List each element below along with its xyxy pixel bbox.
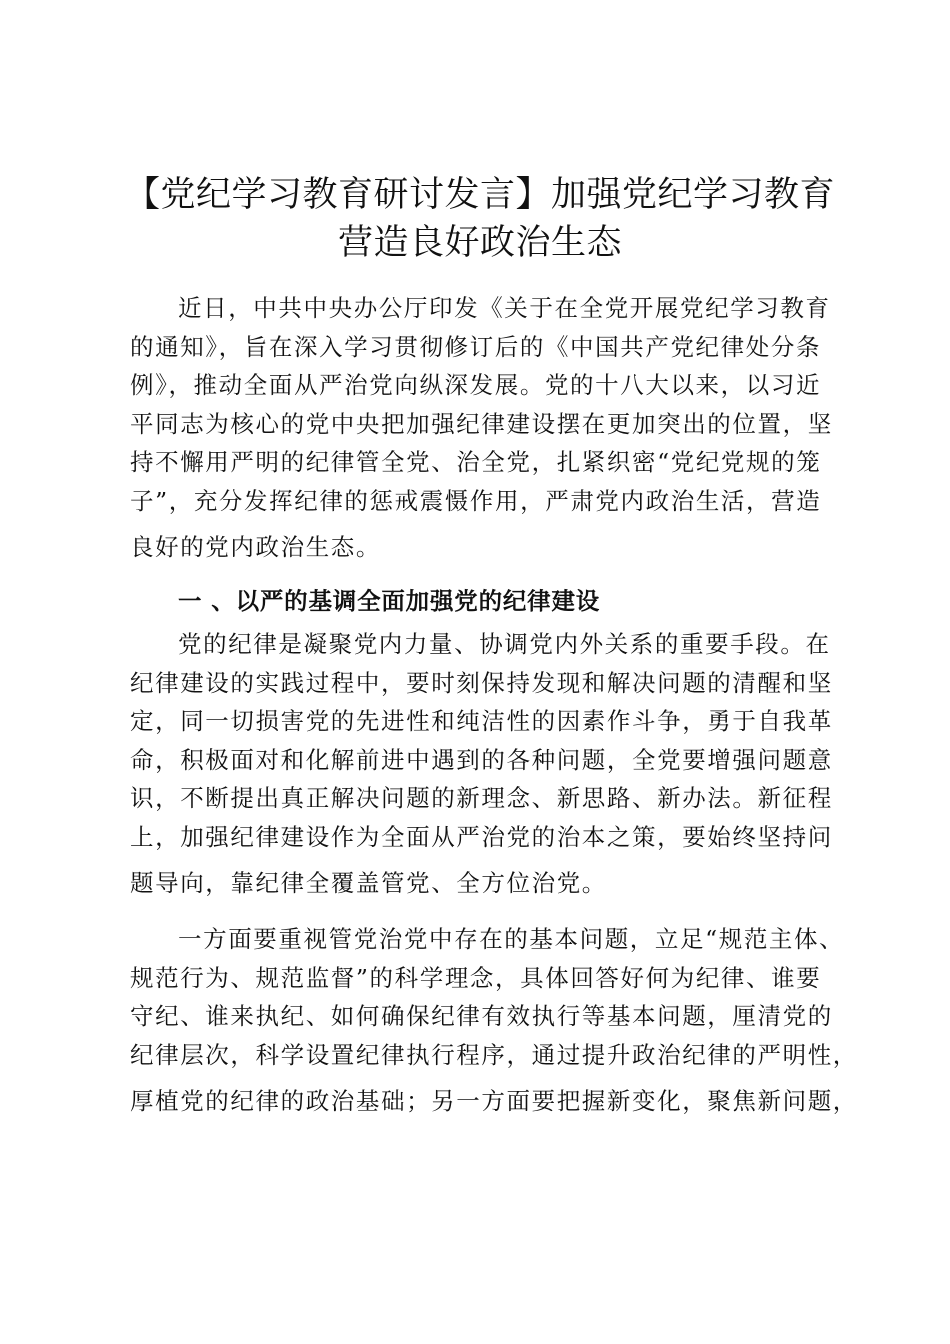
paragraph-discipline (130, 625, 834, 903)
paragraph-line: 题导向，靠纪律全覆盖管党、全方位治党。 (130, 869, 607, 897)
paragraph-line: 例》，推动全面从严治党向纵深发展。党的十八大以来，以习近 (130, 371, 822, 399)
paragraph-line: 命，积极面对和化解前进中遇到的各种问题，全党要增强问题意 (130, 745, 833, 774)
paragraph-line: 厚植党的纪律的政治基础；另一方面要把握新变化，聚焦新问题， (130, 1087, 858, 1115)
section-heading: 一 、以严的基调全面加强党的纪律建设 (178, 587, 601, 615)
title-line-2: 营造良好政治生态 (337, 223, 622, 263)
paragraph-line: 上，加强纪律建设作为全面从严治党的治本之策，要始终坚持问 (130, 822, 833, 851)
paragraph-line: 纪律建设的实践过程中，要时刻保持发现和解决问题的清醒和坚 (130, 668, 833, 697)
paragraph-problems (130, 920, 858, 1121)
paragraph-line: 近日，中共中央办公厅印发《关于在全党开展党纪学习教育 (178, 294, 831, 322)
paragraph-line: 良好的党内政治生态。 (130, 533, 381, 561)
paragraph-line: 子”，充分发挥纪律的惩戒震慑作用，严肃党内政治生活，营造 (130, 486, 822, 515)
paragraph-line: 定，同一切损害党的先进性和纯洁性的因素作斗争，勇于自我革 (130, 707, 833, 735)
paragraph-line: 党的纪律是凝聚党内力量、协调党内外关系的重要手段。在 (178, 630, 831, 658)
paragraph-line: 守纪、谁来执纪、如何确保纪律有效执行等基本问题，厘清党的 (130, 1002, 833, 1030)
paragraph-line: 识，不断提出真正解决问题的新理念、新思路、新办法。新征程 (130, 784, 833, 812)
paragraph-intro (130, 289, 834, 567)
document-title (120, 171, 840, 267)
paragraph-line: 规范行为、规范监督”的科学理念，具体回答好何为纪律、谁要 (130, 963, 822, 992)
paragraph-line: 平同志为核心的党中央把加强纪律建设摆在更加突出的位置，坚 (130, 409, 833, 438)
paragraph-line: 持不懈用严明的纪律管全党、治全党，扎紧织密“党纪党规的笼 (130, 448, 822, 476)
title-line-1: 【党纪学习教育研讨发言】加强党纪学习教育 (124, 175, 835, 215)
paragraph-line: 一方面要重视管党治党中存在的基本问题，立足“规范主体、 (178, 925, 845, 953)
paragraph-line: 纪律层次，科学设置纪律执行程序，通过提升政治纪律的严明性， (130, 1040, 858, 1069)
paragraph-line: 的通知》，旨在深入学习贯彻修订后的《中国共产党纪律处分条 (130, 332, 822, 361)
